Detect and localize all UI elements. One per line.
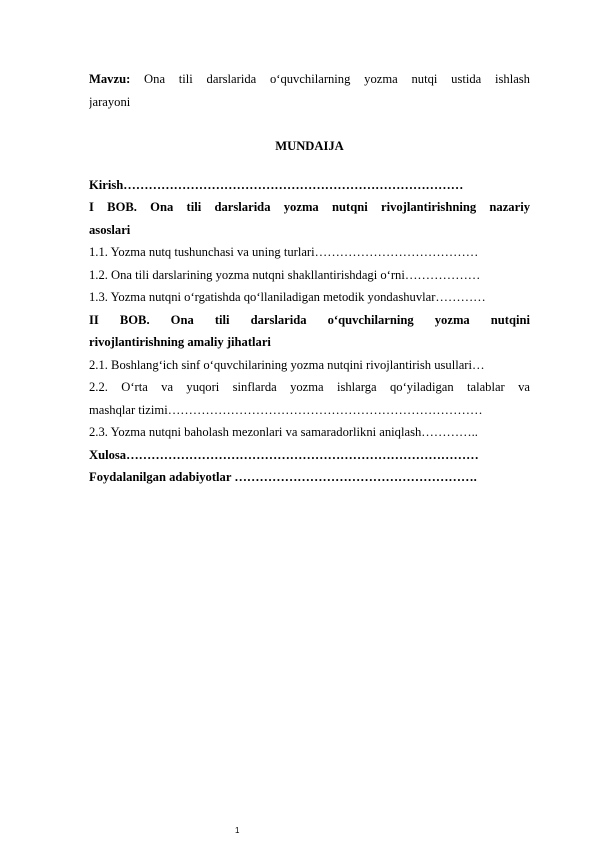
toc-section-2-2-cont: mashqlar tizimi………………………………………………………………… [89,402,483,417]
toc-chapter-2: II BOB. Ona tili darslarida o‘quvchilarning yozma nutqini [89,312,530,327]
topic-text: Ona tili darslarida o‘quvchilarning yozma nutqi ustida ishlash [144,72,530,86]
document-body [89,68,530,489]
toc-title: MUNDAIJA [275,139,344,153]
topic-label: Mavzu: [89,72,131,86]
toc-section-1-1: 1.1. Yozma nutq tushunchasi va uning turlari………………………………… [89,245,479,259]
toc-section-2-1: 2.1. Boshlang‘ich sinf o‘quvchilarining yozma nutqini rivojlantirish usullari… [89,357,485,372]
page-number: 1 [235,826,240,835]
toc-section-1-3: 1.3. Yozma nutqni o‘rgatishda qo‘llaniladigan metodik yondashuvlar………… [89,290,486,304]
toc-chapter-1: I BOB. Ona tili darslarida yozma nutqni rivojlantirishning nazariy [89,200,530,214]
toc-section-1-2: 1.2. Ona tili darslarining yozma nutqni shakllantirishdagi o‘rni……………… [89,267,481,282]
toc-conclusion: Xulosa………………………………………………………………………… [89,447,479,462]
topic-paragraph [89,68,530,113]
toc-references: Foydalanilgan adabiyotlar …………………………………………………. [89,470,477,484]
topic-text-cont: jarayoni [89,94,131,109]
toc-chapter-2-cont: rivojlantirishning amaliy jihatlari [89,335,271,349]
toc-section-2-3: 2.3. Yozma nutqni baholash mezonlari va samaradorlikni aniqlash………….. [89,425,478,439]
toc-section-2-2: 2.2. O‘rta va yuqori sinflarda yozma ishlarga qo‘yiladigan talablar va [89,380,530,394]
toc-chapter-1-cont: asoslari [89,222,131,237]
toc-intro: Kirish……………………………………………………………………… [89,177,464,192]
